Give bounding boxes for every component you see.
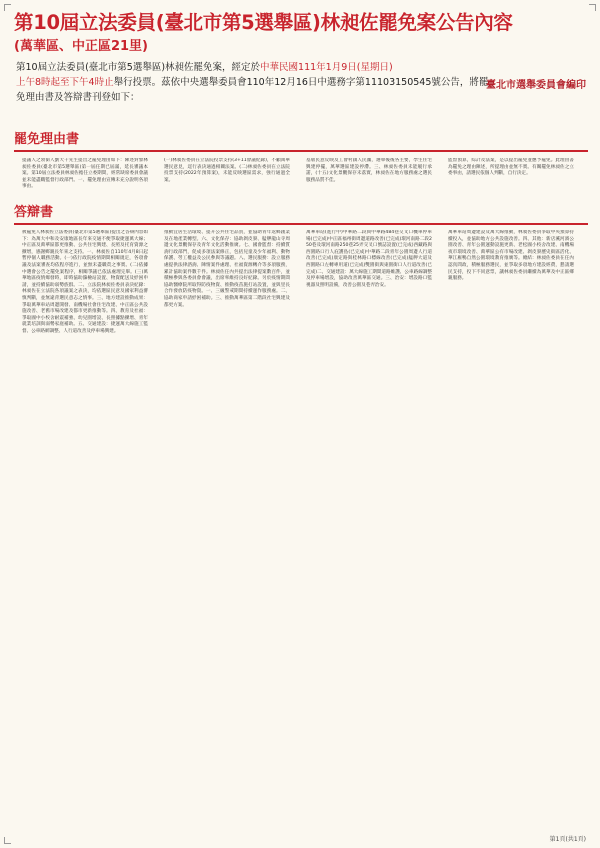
defense-text: 萬華車站(進行中)中華路二段與中華路484巷交叉口機車停車場(已完成)中正區福州街周邊道路改善(已完成)環河南路二段250巷及環河南路250巷25弄交叉口號誌設置(已完成)西藏路與西園路口行人庇護島(已完成)中華路二段青年公園周邊人行道改善(已完成)康定路與桂林路口標線改善(已完成)艋舺大道及西園路口左轉專用道(已完成)雙園街與東園街口人行道改善(已完成)二、交通建設：萬大線施工期間道路維護、公車路線調整及停車場增設，協助改善萬華區交通。三、治安：增設路口監視器及照明設備，改善公園及巷弄治安。 [306,230,432,288]
announcement-intro [16,60,496,105]
defense-column [164,230,290,830]
defense-divider [14,223,588,225]
announcement-title: 第10屆立法委員(臺北市第5選舉區)林昶佐罷免案公告內容 [14,11,513,34]
recall-text: (一)林昶佐委員在立法院投票支持(3+11會議紀錄)，不顧萬華選民意見，逕行表決通過相關法案。(二)林昶佐委員在立法院投票支持(2022年預算案)，未能反映選區需求，強行通過全案。 [164,158,290,183]
intro-text-1: 第10屆立法委員(臺北市第5選舉區)林昶佐罷免案，經定於 [16,62,261,73]
crop-mark [589,4,596,11]
crop-mark [4,837,11,844]
defense-text: 被罷免人林昶佐立法委員(臺北市第5選舉區)提出之答辯內容如下：為萬大中和及安康地區長年來交通不便爭取捷運萬大線；中正區及萬華區都更推動、公共住宅興建、長照及托育資源之擴增，感謝鄉親長年來之支持。一、林昶佐自110年4月8日起暫停個人職務活動。(一)依行政院疫情期間相關規定，各項會議及法案審查均依程序進行，並無未盡職責之事實。(二)依據中選會公告之罷免案程序，相關爭議已依法處理完畢。(三)萬華地區疫情爆發時，即時協助篩檢站設置、物資配送及紓困申請，並持續協助弱勢族群。二、立法院林昶佐委員表決紀錄：林昶佐在立法院各項議案之表決，均依選區民意及國家利益審慎判斷，並無違背選民意志之情事。三、地方建設推動成果：爭取萬華車站周邊開發、南機場社會住宅改建、中正區公共設施改善、老舊市場改建及都市更新推動等。四、教育及社福：爭取國中小校舍耐震補強、幼兒園增設、長照據點擴增、青年就業培訓與弱勢家庭補助。五、交通建設：捷運萬大線施工監督、公車路網調整、人行道改善及停車場興建。 [22,230,148,334]
intro-date: 中華民國111年1月9日(星期日) [260,62,393,73]
recall-text: 監督預算，綜計及法案，是以提出罷免並應予罷免。此理由書為罷免之理由陳述，所提理由並無不實。有關罷免林昶佐之立委事由，請選民依個人判斷，自行決定。 [448,158,574,177]
defense-text: 萬華車站周邊建設及萬大線推動，林昶佐委員爭取中央預算持續投入，並協助地方公共設施改善。四、其他：新店溪河濱公園改善、青年公園運動設施更新、老松國小校舍改建、南機場夜市環境改善、萬華區公有市場改建、剝皮寮歷史街區活化、華江雁鴨自然公園環境教育推廣等。總結：林昶佐委員在任內認真問政，積極服務選民，並爭取多項地方建設經費，懇請選民支持，投下不同意票，讓林昶佐委員繼續為萬華及中正區鄉親服務。 [448,230,574,282]
recall-text: 基層民意反映及工會村鎮人民團，選舉後後各主要，學生住宅興建停擺，萬華選區建設停滯。三、林昶佐委員未能履行承諾，(十五)文化景觀保存未落實，林昶佐在地方服務處之選民服務品質不佳。 [306,158,432,183]
recall-column [22,158,148,202]
intro-time: 上午8時起至下午4時止 [16,77,114,88]
defense-column [448,230,574,830]
recall-text: 提議人之領銜人劉大千先生提出之罷免理由如下：陳述對象林昶佐委員(臺北市第5選舉區)第一屆任期已屆滿，延長審議本案。第10屆立法委員林昶佐擔任立委期間，經常缺席委員會議並未能盡職監督行政部門。一、罷免理由宣傳未充分說明各項事由。 [22,158,148,190]
recall-heading: 罷免理由書 [14,132,80,147]
defense-heading: 答辯書 [14,205,54,220]
crop-mark [4,4,11,11]
recall-column [448,158,574,202]
recall-column [164,158,290,202]
page-number: 第1頁(共1頁) [549,836,586,843]
defense-text: 推動宜居生活環境、提升公共住宅品質，並協助青年返鄉創業及在地產業轉型。六、文化保存：協助剝皮寮、艋舺龍山寺周邊文化景觀保存及青年文化活動推廣。七、國會監督：持續質詢行政部門，促成多項法案修正，包括兒童及少年福利、動物保護、勞工權益及公民參與等議題。八、選民服務：設立服務處提供法律諮詢、陳情案件處理、社福資源轉介等多項服務，累計協助案件數千件。林昶佐任內共提出法律提案數百件，並積極參與各委員會會議，出席率維持良好紀錄。另於疫情期間協助醫療院所取得防疫物資、推動疫苗施打站設置，並與里長合作發放防疫物資。一、三級警戒期間持續運作服務處。二、協助商家申請紓困補助。三、推動萬華區第二階段社宅興建及都更方案。 [164,230,290,308]
defense-column [22,230,148,830]
defense-column [306,230,432,830]
intro-text-2: 舉行投票。茲依中央選舉委員會110年12月16日中選務字第11103150545號公告，將罷免理由書及答辯書刊登如下： [16,77,489,103]
defense-body [22,230,574,830]
recall-column [306,158,432,202]
publisher-label: 臺北市選舉委員會編印 [486,80,586,91]
recall-body [22,158,574,202]
recall-divider [14,150,588,152]
district-subtitle: (萬華區、中正區21里) [14,39,148,54]
